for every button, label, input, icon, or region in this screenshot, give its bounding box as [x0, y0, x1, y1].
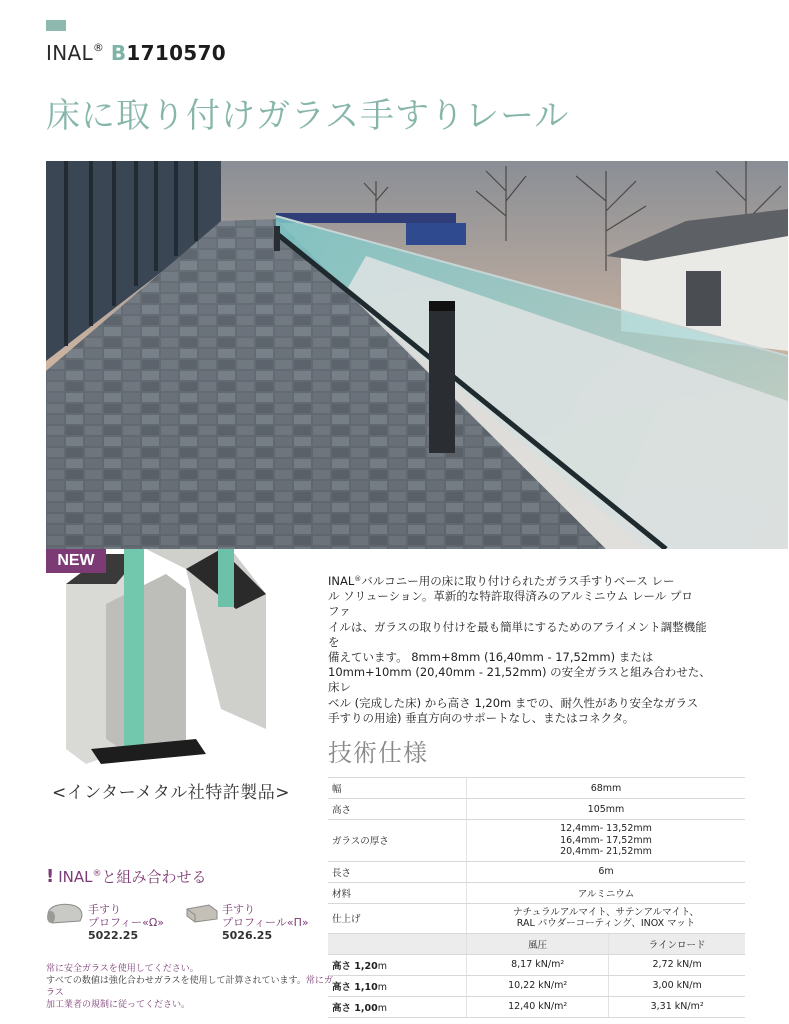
- spec-row: ガラスの厚さ 12,4mm- 13,52mm 16,4mm- 17,52mm 20,4mm- 21,52mm: [328, 820, 745, 862]
- page-title: 床に取り付けガラス手すりレール: [46, 96, 570, 136]
- profile-render: [46, 549, 310, 767]
- load-row: 高さ 1,20m 8,17 kN/m² 2,72 kN/m: [328, 954, 745, 975]
- combine-item-omega: 手すり プロフィー«Ω» 5022.25: [88, 903, 164, 942]
- spec-row: 材料 アルミニウム: [328, 882, 745, 903]
- patent-caption: <インターメタル社特許製品>: [52, 783, 290, 803]
- product-description: INAL®バルコニー用の床に取り付けられたガラス手すりベース レー ル ソリューション。革新的な特許取得済みのアルミニウム レール プロ ファ イルは、ガラスの取り付けを最も簡単にするためのアライメント調整機能 を 備えています。 8mm+8mm (16,40mm - 17,52mm) または 10mm+10mm (20,40mm - 21,52mm) の安全ガラスと組み合わせた、 床レ ベル (完成した床) から高さ 1,20m までの、耐久性があり安全なガラス 手すりの用途) 垂直方向のサポートなし、またはコネクタ。: [328, 574, 711, 725]
- spec-row: 長さ 6m: [328, 861, 745, 882]
- load-header-row: 風圧 ラインロード: [328, 933, 745, 954]
- spec-table: [328, 777, 745, 1018]
- combine-item-pi-icon: [185, 903, 219, 923]
- combine-heading: ! INAL®と組み合わせる: [46, 866, 207, 887]
- spec-heading: 技術仕様: [328, 739, 428, 767]
- spec-row: 幅 68mm: [328, 778, 745, 799]
- new-badge: NEW: [46, 549, 106, 573]
- combine-item-pi: 手すり プロフィール«П» 5026.25: [222, 903, 309, 942]
- spec-row: 仕上げ ナチュラルアルマイト、サテンアルマイト、 RAL パウダーコーティング、INOX マット: [328, 903, 745, 933]
- combine-item-omega-icon: [46, 901, 86, 925]
- load-row: 高さ 1,00m 12,40 kN/m² 3,31 kN/m²: [328, 996, 745, 1017]
- brand-mark: [46, 20, 66, 31]
- safety-notes: 常に安全ガラスを使用してください。 すべての数値は強化合わせガラスを使用して計算されています。常にガラス 加工業者の規制に従ってください。: [46, 964, 333, 1010]
- hero-photo: [46, 161, 788, 549]
- product-code: INAL® B1710570: [46, 41, 226, 65]
- load-row: 高さ 1,10m 10,22 kN/m² 3,00 kN/m: [328, 975, 745, 996]
- spec-row: 高さ 105mm: [328, 799, 745, 820]
